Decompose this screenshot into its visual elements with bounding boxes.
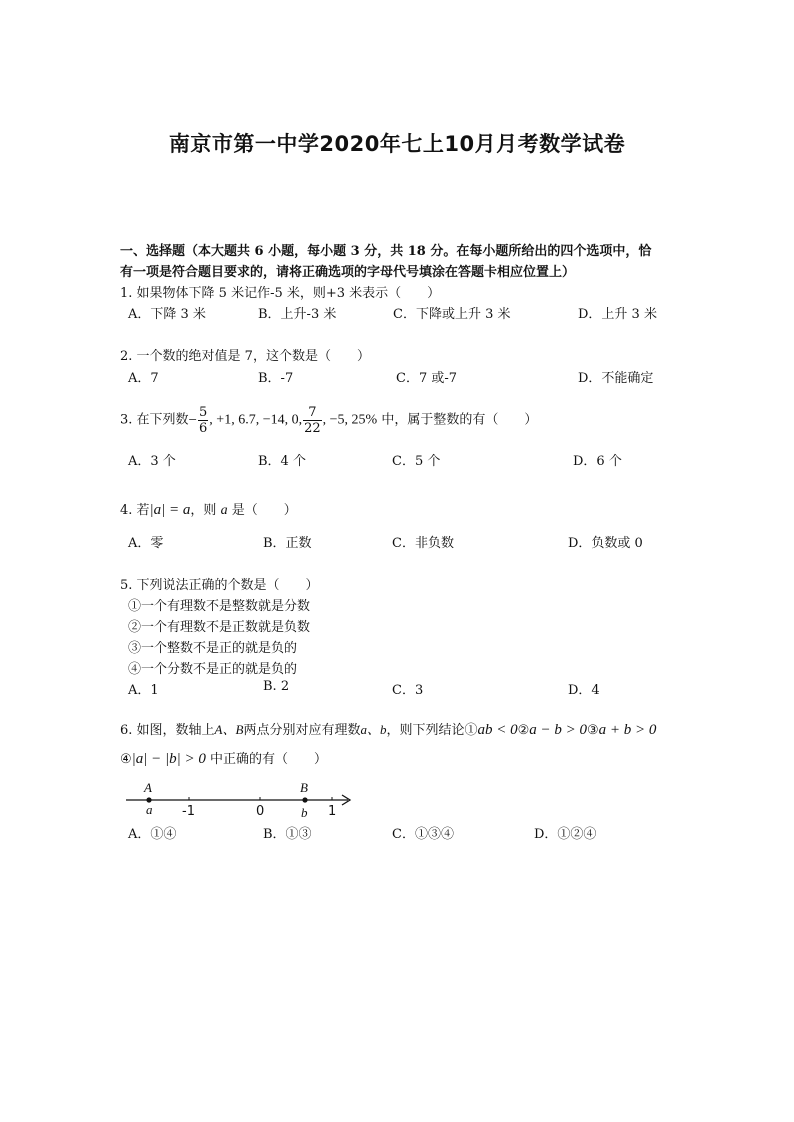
question-4-stem [120, 499, 297, 519]
q5-option-c: C．3 [392, 683, 424, 698]
q4-option-d: D．负数或 0 [568, 536, 643, 551]
q4-suffix: 是（ ） [227, 503, 297, 518]
q6-line2-suffix: 中正确的有（ ） [205, 752, 328, 767]
q6-conclusion-3: a + b > 0 [598, 722, 657, 738]
section-heading-line1: 一、选择题（本大题共 6 小题，每小题 3 分，共 18 分。在每小题所给出的四个选项中，恰 [120, 244, 652, 259]
q5-statement-4: ④一个分数不是正的就是负的 [128, 662, 298, 677]
q6-points: A、B [214, 722, 244, 737]
point-b-dot [302, 797, 307, 802]
tick-label-1: 1 [328, 804, 337, 819]
q6-option-a: A．①④ [128, 827, 177, 842]
q4-option-c: C．非负数 [392, 536, 454, 551]
q3-fraction-5-6 [198, 405, 208, 436]
q3-option-d: D．6 个 [573, 454, 622, 469]
point-a-label: A [144, 780, 152, 795]
q4-option-a: A．零 [128, 536, 164, 551]
q3-option-a: A．3 个 [128, 454, 176, 469]
q6-c2-label: ② [517, 723, 530, 738]
section-heading-line2: 有一项是符合题目要求的，请将正确选项的字母代号填涂在答题卡相应位置上） [120, 265, 576, 280]
q3-minus: − [188, 412, 198, 429]
question-1-stem: 1. 如果物体下降 5 米记作-5 米，则+3 米表示（ ） [120, 286, 441, 301]
q3-numbers: , +1, 6.7, −14, 0, [209, 412, 303, 428]
q3-frac2-num: 7 [303, 405, 322, 421]
q1-option-b: B．上升-3 米 [258, 307, 337, 322]
q2-option-a: A．7 [128, 371, 159, 386]
q4-expression: |a| = a [149, 502, 191, 518]
question-2-stem: 2. 一个数的绝对值是 7，这个数是（ ） [120, 349, 370, 364]
q6-option-b: B．①③ [263, 827, 312, 842]
question-6-stem-line1 [120, 719, 656, 739]
q3-prefix: 3. 在下列数 [120, 412, 189, 428]
q3-numbers-tail: , −5, 25% [322, 412, 378, 428]
point-b-label: B [300, 780, 308, 795]
point-b-variable: b [301, 805, 308, 820]
q1-option-d: D．上升 3 米 [578, 307, 657, 322]
q6-prefix: 6. 如图，数轴上 [120, 723, 215, 738]
q3-frac2-den: 22 [304, 421, 321, 436]
tick-label-0: 0 [256, 804, 265, 819]
point-a-variable: a [146, 802, 153, 817]
q4-option-b: B．正数 [263, 536, 312, 551]
q6-conclusion-1: ab < 0 [477, 722, 518, 738]
q6-option-d: D．①②④ [534, 827, 597, 842]
q2-option-c: C．7 或-7 [396, 371, 458, 386]
question-5-stem: 5. 下列说法正确的个数是（ ） [120, 578, 319, 593]
q6-vars: a、b [360, 722, 387, 737]
q5-statement-3: ③一个整数不是正的就是负的 [128, 641, 298, 656]
q3-suffix: 中，属于整数的有（ ） [377, 412, 538, 428]
q5-option-a: A．1 [128, 683, 159, 698]
q3-option-c: C．5 个 [392, 454, 441, 469]
q6-mid2: ，则下列结论① [386, 723, 478, 738]
q6-c4-label: ④ [120, 752, 132, 767]
q6-c3-label: ③ [587, 723, 599, 738]
question-3-stem [120, 405, 537, 436]
q5-option-b: B. 2 [263, 679, 290, 694]
q3-frac1-num: 5 [199, 405, 208, 420]
q5-option-d: D．4 [568, 683, 600, 698]
q6-mid1: 两点分别对应有理数 [243, 723, 361, 738]
q1-option-c: C．下降或上升 3 米 [393, 307, 511, 322]
q6-conclusion-2: a − b > 0 [529, 722, 588, 738]
q5-statement-1: ①一个有理数不是整数就是分数 [128, 599, 311, 614]
q6-conclusion-4: |a| − |b| > 0 [131, 751, 206, 767]
q5-statement-2: ②一个有理数不是正数就是负数 [128, 620, 311, 635]
q4-prefix: 4. 若 [120, 503, 150, 518]
page-title: 南京市第一中学2020年七上10月月考数学试卷 [168, 132, 626, 156]
tick-label-minus-1: -1 [182, 804, 195, 819]
q3-frac1-den: 6 [199, 421, 208, 436]
question-6-stem-line2 [120, 748, 327, 768]
q4-variable: a [220, 503, 228, 518]
q3-option-b: B．4 个 [258, 454, 306, 469]
q4-mid: ，则 [190, 503, 221, 518]
q1-option-a: A．下降 3 米 [128, 307, 206, 322]
q2-option-d: D．不能确定 [578, 371, 654, 386]
q2-option-b: B．-7 [258, 371, 294, 386]
q3-fraction-7-22 [303, 405, 322, 436]
number-line-figure [120, 778, 360, 824]
q6-option-c: C．①③④ [392, 827, 454, 842]
